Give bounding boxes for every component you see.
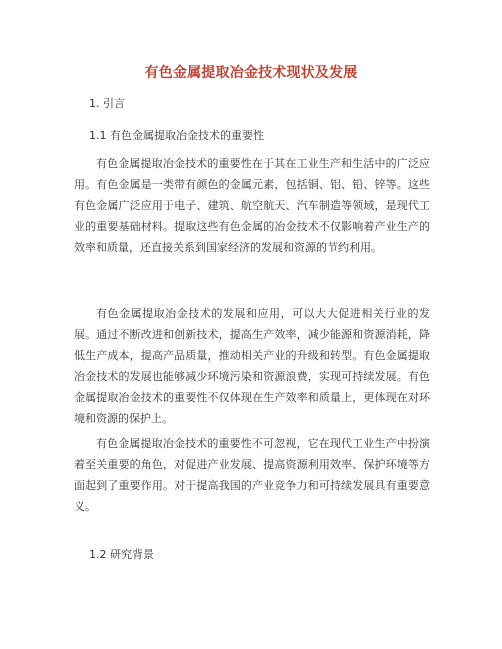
document-title: 有色金属提取冶金技术现状及发展	[144, 65, 358, 81]
subsection-heading-importance: 1.1 有色金属提取冶金技术的重要性	[89, 129, 264, 142]
paragraph-1: 有色金属提取冶金技术的重要性在于其在工业生产和生活中的广泛应用。有色金属是一类带有颜色的金属元素，包括铜、铝、铅、锌等。这些有色金属广泛应用于电子、建筑、航空航天、汽车制造等领域，是现代工业的重要基础材料。提取这些有色金属的冶金技术不仅影响着产业生产的效率和质量，还直接关系到国家经济的发展和资源的节约利用。	[74, 157, 430, 254]
paragraph-2: 有色金属提取冶金技术的发展和应用，可以大大促进相关行业的发展。通过不断改进和创新技术，提高生产效率，减少能源和资源消耗，降低生产成本，提高产品质量，推动相关产业的升级和转型。有色金属提取冶金技术的发展也能够减少环境污染和资源浪费，实现可持续发展。有色金属提取冶金技术的重要性不仅体现在生产效率和质量上，更体现在对环境和资源的保护上。	[74, 307, 430, 425]
subsection-heading-background: 1.2 研究背景	[89, 548, 154, 561]
paragraph-3: 有色金属提取冶金技术的重要性不可忽视，它在现代工业生产中扮演着至关重要的角色，对促进产业发展、提高资源利用效率、保护环境等方面起到了重要作用。对于提高我国的产业竞争力和可持续发展具有重要意义。	[74, 437, 430, 513]
section-heading-introduction: 1. 引言	[89, 97, 125, 110]
